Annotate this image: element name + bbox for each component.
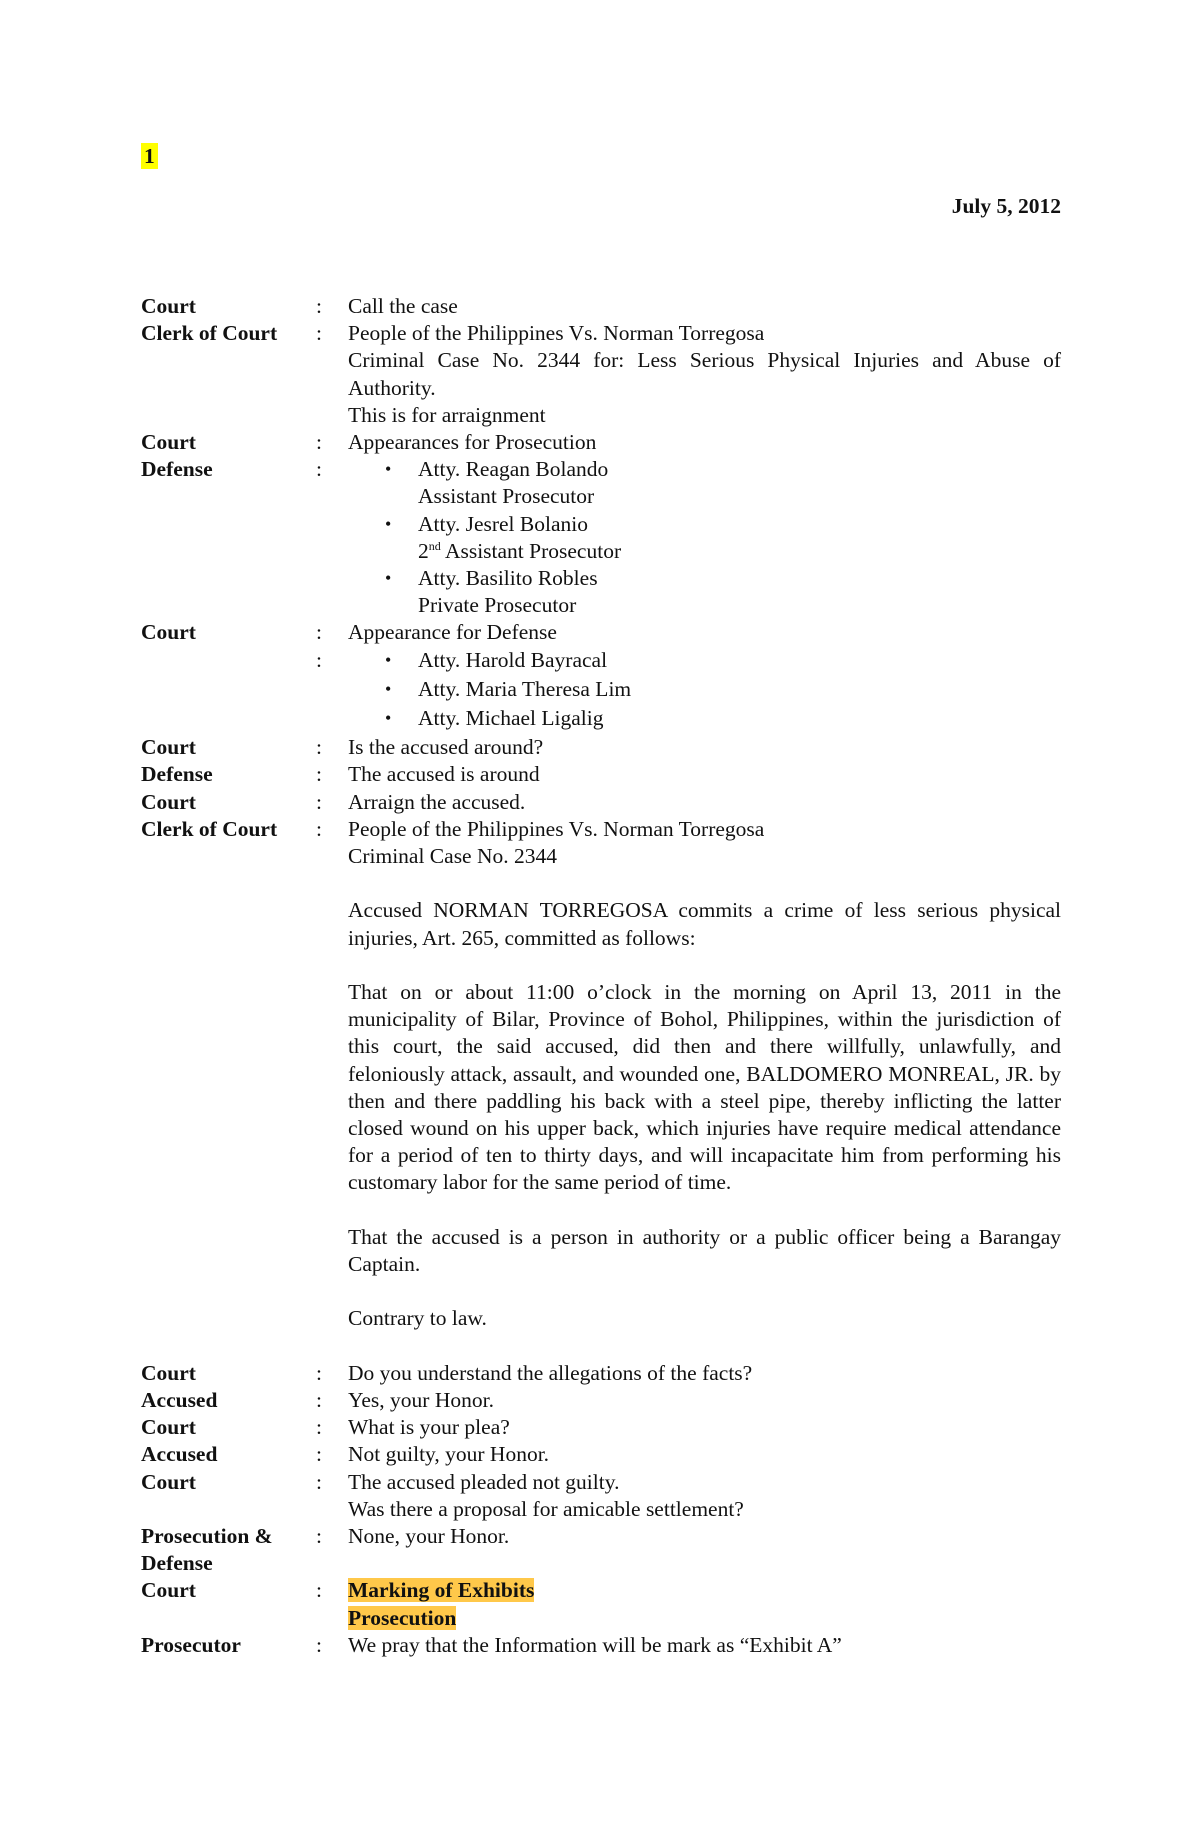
list-item [348, 511, 1061, 565]
document-date: July 5, 2012 [951, 194, 1061, 218]
statement-block [348, 1577, 1061, 1631]
statement-text: Appearance for Defense [348, 620, 557, 645]
transcript-row [141, 1360, 1061, 1387]
transcript-row [141, 1632, 1061, 1659]
transcript-row [141, 647, 1061, 735]
transcript-row [141, 456, 1061, 619]
title-text: Assistant Prosecutor [440, 538, 622, 563]
case-title-line: People of the Philippines Vs. Norman Torregosa [348, 816, 765, 841]
transcript-row [141, 761, 1061, 788]
statement-text: Appearances for Prosecution [348, 430, 597, 455]
information-paragraph: Contrary to law. [348, 1306, 487, 1331]
transcript-row [141, 1414, 1061, 1441]
transcript-row [141, 619, 1061, 646]
colon-separator: : [316, 294, 322, 318]
case-number-line: Criminal Case No. 2344 [348, 844, 558, 869]
page-number: 1 [141, 143, 158, 169]
bullet-icon: • [385, 568, 392, 589]
colon-separator: : [316, 1388, 322, 1413]
colon-separator: : [316, 430, 322, 455]
attorney-name: Atty. Maria Theresa Lim [418, 676, 632, 701]
colon-separator: : [316, 789, 322, 814]
attorney-title [418, 538, 1061, 565]
list-item [348, 705, 1061, 732]
attorney-name: Atty. Michael Ligalig [418, 706, 604, 731]
colon-separator: : [316, 1360, 322, 1385]
colon-separator: : [316, 1524, 322, 1549]
information-paragraph: That on or about 11:00 o’clock in the morning on April 13, 2011 in the municipality of Bilar, Province of Bohol, Philippines, within the jurisdiction of this court, the said accused, did then and there willfully, unlawfully, and feloniously attack, assault, and wounded one, BALDOMERO MONREAL, JR. by then and there paddling his back with a steel pipe, thereby inflicting the latter closed wound on his upper back, which injuries have require medical attendance for a period of ten to thirty days, and will incapacitate him from performing his customary labor for the same period of time. [348, 980, 1061, 1195]
information-reading [348, 816, 1061, 1360]
statement-text: None, your Honor. [348, 1524, 510, 1549]
statement-line: This is for arraignment [348, 402, 546, 427]
colon-separator: : [316, 1632, 322, 1657]
transcript-row [141, 320, 1061, 429]
speaker-label: Court [141, 1360, 196, 1385]
speaker-label [141, 647, 316, 735]
colon-separator: : [316, 1442, 322, 1467]
colon-separator: : [316, 1469, 322, 1494]
colon-separator: : [316, 321, 322, 346]
speaker-label [141, 1523, 316, 1577]
colon-separator: : [316, 1415, 322, 1440]
speaker-label: Clerk of Court [141, 321, 278, 346]
highlighted-heading: Prosecution [348, 1605, 457, 1630]
list-item [348, 565, 1061, 619]
speaker-label: Court [141, 735, 196, 760]
information-paragraph: Accused NORMAN TORREGOSA commits a crime of less serious physical injuries, Art. 265, committed as follows: [348, 898, 1061, 950]
speaker-label: Prosecutor [141, 1632, 241, 1657]
list-item [348, 676, 1061, 703]
transcript-row [141, 1441, 1061, 1468]
statement-text: Yes, your Honor. [348, 1388, 494, 1413]
transcript-row [141, 789, 1061, 816]
attorney-title: Assistant Prosecutor [418, 484, 595, 509]
statement-text: We pray that the Information will be mark as “Exhibit A” [348, 1632, 842, 1657]
speaker-label: Court [141, 1469, 196, 1494]
bullet-icon: • [385, 459, 392, 480]
case-number-line: Criminal Case No. 2344 for: Less Serious Physical Injuries and Abuse of Authority. [348, 348, 1061, 400]
speaker-label: Court [141, 620, 196, 645]
speaker-label: Court [141, 1578, 196, 1603]
speaker-label-line: Prosecution & [141, 1524, 273, 1549]
speaker-label: Court [141, 430, 196, 455]
prosecution-appearance-list [348, 456, 1061, 619]
colon-separator: : [316, 735, 322, 760]
transcript-row [141, 1577, 1061, 1631]
attorney-title: Private Prosecutor [418, 593, 577, 618]
statement-block [348, 320, 1061, 429]
colon-separator: : [316, 647, 322, 672]
information-paragraph: That the accused is a person in authority or a public officer being a Barangay Captain. [348, 1224, 1061, 1277]
speaker-label: Court [141, 1415, 196, 1440]
statement-text: What is your plea? [348, 1415, 510, 1440]
transcript-row [141, 734, 1061, 761]
speaker-label-line: Defense [141, 1551, 213, 1576]
ordinal-suffix: nd [428, 538, 441, 553]
statement-text: The accused is around [348, 762, 540, 787]
list-item [348, 456, 1061, 510]
colon-separator: : [316, 762, 322, 787]
highlighted-heading: Marking of Exhibits [348, 1578, 535, 1603]
speaker-label: Clerk of Court [141, 816, 278, 841]
speaker-label: Accused [141, 1442, 218, 1467]
statement-text: Is the accused around? [348, 735, 544, 760]
statement-text: Call the case [348, 294, 458, 318]
case-title-line: People of the Philippines Vs. Norman Torregosa [348, 321, 765, 346]
speaker-label: Defense [141, 457, 213, 482]
colon-separator: : [316, 816, 322, 841]
colon-separator: : [316, 620, 322, 645]
colon-separator: : [316, 1578, 322, 1603]
transcript [141, 293, 1061, 1659]
attorney-name: Atty. Jesrel Bolanio [418, 511, 588, 536]
transcript-row [141, 293, 1061, 320]
speaker-label: Court [141, 294, 196, 318]
ordinal-number: 2 [418, 538, 429, 563]
attorney-name: Atty. Basilito Robles [418, 566, 598, 591]
speaker-label: Accused [141, 1388, 218, 1413]
transcript-row [141, 816, 1061, 1360]
statement-block [348, 1469, 1061, 1523]
statement-text: Not guilty, your Honor. [348, 1442, 550, 1467]
attorney-name: Atty. Reagan Bolando [418, 457, 609, 482]
list-item [348, 647, 1061, 674]
attorney-name: Atty. Harold Bayracal [418, 647, 608, 672]
transcript-row [141, 1387, 1061, 1414]
colon-separator: : [316, 457, 322, 482]
bullet-icon: • [385, 678, 392, 699]
transcript-row [141, 1523, 1061, 1577]
bullet-icon: • [385, 513, 392, 534]
speaker-label: Court [141, 789, 196, 814]
speaker-label: Defense [141, 762, 213, 787]
statement-text: Arraign the accused. [348, 789, 526, 814]
bullet-icon: • [385, 649, 392, 670]
statement-text: Do you understand the allegations of the facts? [348, 1360, 753, 1385]
bullet-icon: • [385, 708, 392, 729]
defense-appearance-list [348, 647, 1061, 735]
transcript-row [141, 1469, 1061, 1523]
statement-line: Was there a proposal for amicable settlement? [348, 1496, 744, 1521]
statement-line: The accused pleaded not guilty. [348, 1469, 620, 1494]
transcript-row [141, 429, 1061, 456]
